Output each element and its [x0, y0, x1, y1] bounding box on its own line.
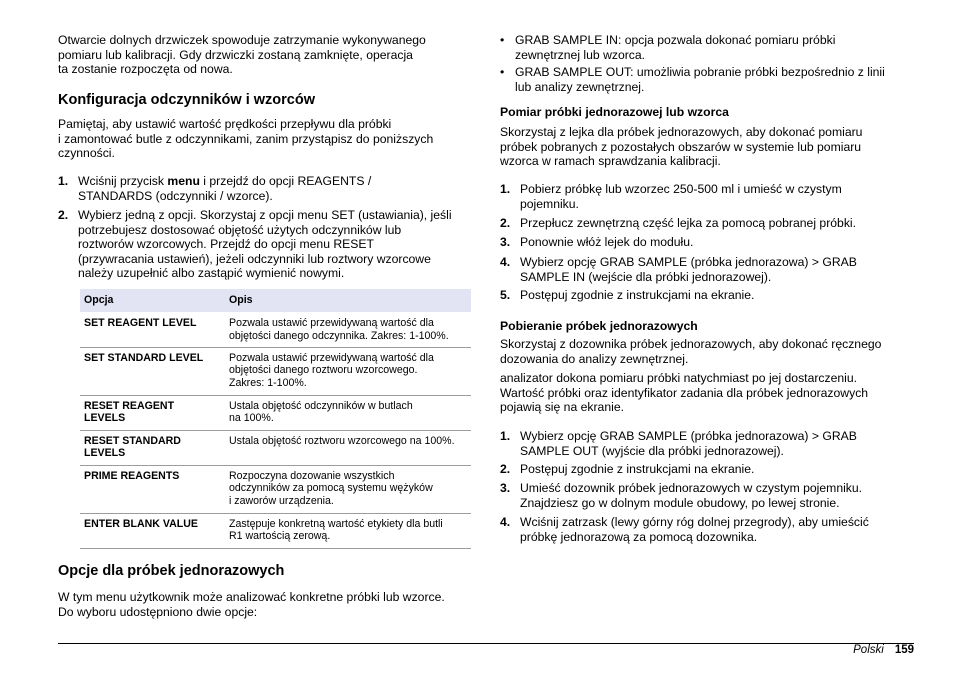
heading-measure: Pomiar próbki jednorazowej lub wzorca [500, 105, 729, 119]
options-table [80, 289, 471, 549]
heading-grab-options: Opcje dla próbek jednorazowych [58, 563, 285, 579]
collect-step-2: 2. Postępuj zgodnie z instrukcjami na ekranie. [500, 462, 755, 476]
footer-divider [58, 643, 914, 644]
bullet-icon: • [500, 65, 505, 79]
table-row: SET REAGENT LEVEL Pozwala ustawić przewidywaną wartość dla objętości danego odczynnika. Zakres: 1-100%. [80, 312, 471, 347]
collect-step-4: 4. Wciśnij zatrzask (lewy górny róg dolnej przegrody), aby umieścić próbkę jednorazową za pomocą dozownika. [500, 515, 869, 544]
collect-intro-2: analizator dokona pomiaru próbki natychmiast po jej dostarczeniu. Wartość próbki oraz identyfikator zadania dla próbek jednorazowych pojawią się na ekranie. [500, 371, 869, 415]
menu-keyword: menu [167, 174, 200, 188]
footer-language: Polski [853, 644, 884, 656]
measure-step-5: 5. Postępuj zgodnie z instrukcjami na ekranie. [500, 288, 755, 302]
table-row: RESET STANDARD LEVELS Ustala objętość roztworu wzorcowego na 100%. [80, 430, 471, 465]
measure-step-4: 4. Wybierz opcję GRAB SAMPLE (próbka jednorazowa) > GRAB SAMPLE IN (wejście dla próbki jednorazowej). [500, 255, 857, 284]
list-item: • GRAB SAMPLE IN: opcja pozwala dokonać pomiaru próbki zewnętrznej lub wzorca. [500, 33, 836, 62]
reagent-step-2: 2. Wybierz jedną z opcji. Skorzystaj z opcji menu SET (ustawiania), jeśli potrzebujesz dostosować objętość użytych odczynników lub roztworów wzorcowych. Przejdź do opcji menu RESET (przywracania ustawień), jeżeli odczynniki lub roztwory wzorcowe należy uzupełnić albo zastąpić wymienić nowymi. [58, 208, 452, 281]
measure-step-2: 2. Przepłucz zewnętrzną część lejka za pomocą pobranej próbki. [500, 216, 857, 230]
intro-paragraph: Otwarcie dolnych drzwiczek spowoduje zatrzymanie wykonywanego pomiaru lub kalibracji. Gdy drzwiczki zostaną zamknięte, operacja ta zostanie rozpoczęta od nowa. [58, 33, 426, 77]
reagent-step-1: 1. Wciśnij przycisk menu i przejdź do opcji REAGENTS / STANDARDS (odczynniki / wzorce). [58, 174, 372, 203]
measure-step-1: 1. Pobierz próbkę lub wzorzec 250-500 ml i umieść w czystym pojemniku. [500, 182, 842, 211]
table-row: ENTER BLANK VALUE Zastępuje konkretną wartość etykiety dla butli R1 wartością zerową. [80, 513, 471, 548]
table-row: PRIME REAGENTS Rozpoczyna dozowanie wszystkich odczynników za pomocą systemu wężyków i zaworów urządzenia. [80, 465, 471, 513]
measure-step-3: 3. Ponownie włóż lejek do modułu. [500, 235, 694, 249]
bullet-icon: • [500, 33, 505, 47]
page-number: 159 [894, 644, 914, 656]
collect-intro: Skorzystaj z dozownika próbek jednorazowych, aby dokonać ręcznego dozowania do analizy zewnętrznej. [500, 337, 882, 366]
table-row: SET STANDARD LEVEL Pozwala ustawić przewidywaną wartość dla objętości danego roztworu wzorcowego. Zakres: 1-100%. [80, 347, 471, 395]
column-header-description: Opis [225, 289, 471, 312]
reagents-intro: Pamiętaj, aby ustawić wartość prędkości przepływu dla próbki i zamontować butle z odczynnikami, zanim przystąpisz do poniższych czynności. [58, 117, 434, 161]
heading-reagents: Konfiguracja odczynników i wzorców [58, 92, 315, 108]
table-row: RESET REAGENT LEVELS Ustala objętość odczynników w butlach na 100%. [80, 395, 471, 430]
table-header-row [80, 289, 471, 312]
collect-step-3: 3. Umieść dozownik próbek jednorazowych w czystym pojemniku. Znajdziesz go w dolnym module obudowy, po lewej stronie. [500, 481, 863, 510]
grab-intro: W tym menu użytkownik może analizować konkretne próbki lub wzorce. Do wyboru udostępniono dwie opcje: [58, 590, 445, 619]
measure-intro: Skorzystaj z lejka dla próbek jednorazowych, aby dokonać pomiaru próbek pobranych z pozostałych obszarów w systemie lub pomiaru wzorca w ramach sprawdzania kalibracji. [500, 125, 863, 169]
heading-collect: Pobieranie próbek jednorazowych [500, 319, 698, 333]
list-item: • GRAB SAMPLE OUT: umożliwia pobranie próbki bezpośrednio z linii lub analizy zewnętrznej. [500, 65, 885, 94]
collect-step-1: 1. Wybierz opcję GRAB SAMPLE (próbka jednorazowa) > GRAB SAMPLE OUT (wyjście dla próbki jednorazowej). [500, 429, 857, 458]
page-footer [853, 643, 914, 657]
column-header-option: Opcja [80, 289, 225, 312]
